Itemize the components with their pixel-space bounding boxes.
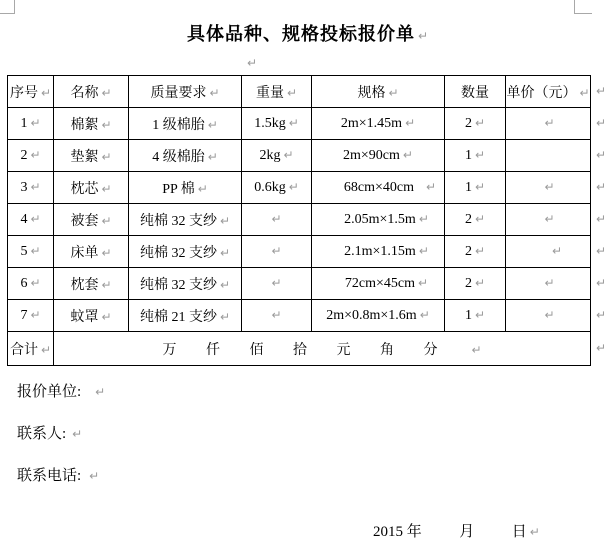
pilcrow-icon: ↵	[596, 244, 607, 258]
cell-quality: 纯棉 32 支纱 ↵	[129, 204, 242, 236]
quotation-table	[7, 75, 591, 366]
total-units: 万 仟 佰 拾 元 角 分	[162, 342, 438, 358]
pilcrow-icon: ↵	[474, 243, 486, 258]
cell-no: 3 ↵	[8, 172, 54, 204]
pilcrow-icon: ↵	[271, 275, 282, 290]
crop-mark-icon	[574, 0, 592, 14]
header-cell-no	[8, 76, 54, 108]
cell-spec: 68cm×40cm ↵	[312, 172, 445, 204]
cell-quality: 纯棉 32 支纱 ↵	[129, 268, 242, 300]
crop-mark-icon	[0, 0, 15, 14]
cell-weight: 0.6kg ↵	[242, 172, 312, 204]
pilcrow-icon: ↵	[219, 245, 231, 260]
cell-price	[506, 268, 591, 300]
cell-no: 1 ↵	[8, 108, 54, 140]
cell-qty: 1 ↵	[445, 300, 506, 332]
cell-weight: 2kg ↵	[242, 140, 312, 172]
cell-weight: 1.5kg ↵	[242, 108, 312, 140]
cell-no: 2 ↵	[8, 140, 54, 172]
table-row	[8, 204, 591, 236]
pilcrow-icon: ↵	[288, 115, 299, 130]
pilcrow-icon: ↵	[101, 117, 112, 132]
pilcrow-icon: ↵	[209, 85, 220, 100]
pilcrow-icon: ↵	[40, 342, 52, 357]
cell-qty: 1 ↵	[445, 140, 506, 172]
cell-quality: 纯棉 32 支纱 ↵	[129, 236, 242, 268]
pilcrow-icon: ↵	[596, 180, 607, 194]
date-line	[358, 503, 540, 540]
pilcrow-icon: ↵	[418, 275, 429, 290]
pilcrow-icon: ↵	[271, 211, 282, 226]
header-cell-name	[54, 76, 129, 108]
pilcrow-icon: ↵	[474, 307, 486, 322]
pilcrow-icon: ↵	[40, 85, 52, 100]
pilcrow-icon: ↵	[474, 115, 486, 130]
cell-name: 垫絮 ↵	[54, 140, 129, 172]
pilcrow-icon: ↵	[219, 213, 231, 228]
cell-price	[506, 108, 591, 140]
cell-quality: 1 级棉胎 ↵	[129, 108, 242, 140]
cell-qty: 2 ↵	[445, 236, 506, 268]
cell-price	[506, 300, 591, 332]
pilcrow-icon: ↵	[544, 179, 555, 194]
cell-qty: 2 ↵	[445, 108, 506, 140]
cell-quality: PP 棉 ↵	[129, 172, 242, 204]
header-label: 规格	[357, 85, 386, 101]
pilcrow-icon: ↵	[101, 149, 112, 164]
pilcrow-icon: ↵	[474, 211, 486, 226]
pilcrow-icon: ↵	[219, 309, 231, 324]
pilcrow-icon: ↵	[30, 115, 41, 130]
table-row	[8, 300, 591, 332]
cell-no: 5 ↵	[8, 236, 54, 268]
cell-no: 6 ↵	[8, 268, 54, 300]
pilcrow-icon: ↵	[101, 309, 112, 324]
cell-price	[506, 172, 591, 204]
pilcrow-icon: ↵	[271, 243, 282, 258]
pilcrow-icon: ↵	[89, 469, 100, 483]
pilcrow-icon: ↵	[596, 116, 607, 130]
pilcrow-icon: ↵	[72, 427, 83, 441]
contact-label: 联系人:	[17, 426, 67, 442]
quote-unit-label: 报价单位:	[17, 384, 82, 400]
date-text: 2015 年 月 日	[373, 524, 527, 540]
cell-no: 7 ↵	[8, 300, 54, 332]
cell-name: 被套 ↵	[54, 204, 129, 236]
pilcrow-icon: ↵	[30, 275, 41, 290]
total-units-cell	[54, 332, 591, 366]
page-title-text: 具体品种、规格投标报价单	[186, 24, 415, 44]
pilcrow-icon: ↵	[101, 181, 112, 196]
cell-qty: 1 ↵	[445, 172, 506, 204]
pilcrow-icon: ↵	[474, 147, 486, 162]
pilcrow-icon: ↵	[474, 179, 486, 194]
contact-line	[17, 422, 82, 443]
pilcrow-icon: ↵	[544, 115, 555, 130]
header-label: 质量要求	[150, 85, 207, 101]
cell-qty: 2 ↵	[445, 204, 506, 236]
pilcrow-icon: ↵	[405, 115, 416, 130]
pilcrow-icon: ↵	[529, 525, 540, 539]
pilcrow-icon: ↵	[596, 341, 607, 355]
pilcrow-icon: ↵	[551, 243, 562, 258]
pilcrow-icon: ↵	[219, 277, 231, 292]
cell-weight	[242, 236, 312, 268]
pilcrow-icon: ↵	[197, 181, 208, 196]
pilcrow-icon: ↵	[95, 385, 106, 399]
page-title	[0, 20, 616, 46]
cell-quality: 4 级棉胎 ↵	[129, 140, 242, 172]
cell-name: 床单 ↵	[54, 236, 129, 268]
table-row	[8, 140, 591, 172]
pilcrow-icon: ↵	[388, 85, 399, 100]
pilcrow-icon: ↵	[544, 307, 555, 322]
header-cell-price	[506, 76, 591, 108]
table-row	[8, 172, 591, 204]
pilcrow-icon: ↵	[101, 277, 112, 292]
pilcrow-icon: ↵	[288, 179, 299, 194]
header-label: 单价（元）	[506, 85, 577, 101]
pilcrow-icon: ↵	[596, 84, 607, 98]
cell-spec: 2.1m×1.15m ↵	[312, 236, 445, 268]
pilcrow-icon: ↵	[30, 243, 41, 258]
cell-price	[506, 236, 591, 268]
header-cell-spec	[312, 76, 445, 108]
pilcrow-icon: ↵	[402, 147, 413, 162]
table-header-row	[8, 76, 591, 108]
pilcrow-icon: ↵	[271, 307, 282, 322]
total-label-cell: 合计 ↵	[8, 332, 54, 366]
cell-spec: 72cm×45cm ↵	[312, 268, 445, 300]
header-label: 重量	[255, 85, 284, 101]
cell-quality: 纯棉 21 支纱 ↵	[129, 300, 242, 332]
pilcrow-icon: ↵	[286, 85, 298, 100]
table-row	[8, 268, 591, 300]
pilcrow-icon: ↵	[426, 179, 437, 194]
header-cell-qty	[445, 76, 506, 108]
header-label: 数量	[461, 85, 489, 101]
header-cell-quality	[129, 76, 242, 108]
pilcrow-icon: ↵	[30, 307, 41, 322]
table-row	[8, 108, 591, 140]
pilcrow-icon: ↵	[30, 179, 41, 194]
pilcrow-icon: ↵	[579, 85, 590, 100]
cell-price	[506, 140, 591, 172]
phone-line	[17, 464, 99, 485]
pilcrow-icon: ↵	[417, 29, 430, 43]
cell-weight	[242, 268, 312, 300]
cell-name: 棉絮 ↵	[54, 108, 129, 140]
pilcrow-icon: ↵	[283, 147, 294, 162]
header-label: 序号	[9, 85, 38, 101]
pilcrow-icon: ↵	[471, 342, 482, 357]
pilcrow-icon: ↵	[474, 275, 486, 290]
cell-weight	[242, 300, 312, 332]
quote-unit-line	[17, 380, 105, 401]
header-cell-weight	[242, 76, 312, 108]
phone-label: 联系电话:	[17, 468, 82, 484]
cell-name: 枕芯 ↵	[54, 172, 129, 204]
cell-spec: 2m×90cm ↵	[312, 140, 445, 172]
table-row	[8, 236, 591, 268]
pilcrow-icon: ↵	[419, 307, 430, 322]
pilcrow-icon: ↵	[596, 148, 607, 162]
pilcrow-icon: ↵	[544, 275, 555, 290]
pilcrow-icon: ↵	[418, 211, 429, 226]
cell-price	[506, 204, 591, 236]
cell-name: 枕套 ↵	[54, 268, 129, 300]
pilcrow-icon: ↵	[30, 211, 41, 226]
pilcrow-icon: ↵	[101, 213, 112, 228]
pilcrow-icon: ↵	[418, 243, 429, 258]
pilcrow-icon: ↵	[544, 211, 555, 226]
cell-spec: 2m×1.45m ↵	[312, 108, 445, 140]
pilcrow-icon: ↵	[596, 212, 607, 226]
cell-spec: 2m×0.8m×1.6m ↵	[312, 300, 445, 332]
pilcrow-icon: ↵	[101, 245, 112, 260]
cell-name: 蚊罩 ↵	[54, 300, 129, 332]
header-label: 名称	[70, 85, 99, 101]
pilcrow-icon: ↵	[101, 85, 112, 100]
pilcrow-icon: ↵	[596, 308, 607, 322]
cell-weight	[242, 204, 312, 236]
pilcrow-icon: ↵	[247, 56, 258, 70]
cell-spec: 2.05m×1.5m ↵	[312, 204, 445, 236]
pilcrow-icon: ↵	[30, 147, 41, 162]
pilcrow-icon: ↵	[207, 117, 218, 132]
pilcrow-icon: ↵	[596, 276, 607, 290]
cell-qty: 2 ↵	[445, 268, 506, 300]
cell-no: 4 ↵	[8, 204, 54, 236]
pilcrow-icon: ↵	[207, 149, 218, 164]
total-row	[8, 332, 591, 366]
